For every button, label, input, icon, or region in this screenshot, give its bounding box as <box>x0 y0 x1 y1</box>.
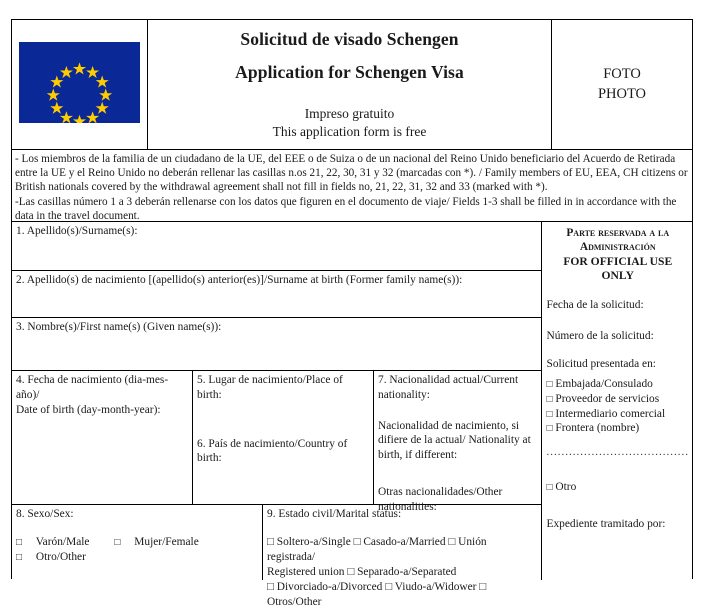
checkbox-icon: □ <box>16 536 23 548</box>
european-union-flag-icon <box>19 42 140 123</box>
checkbox-male[interactable] <box>16 536 100 548</box>
free-notice-es: Impreso gratuito <box>304 105 395 121</box>
checkbox-border-label: Frontera (nombre) <box>555 422 640 435</box>
field-4-date-of-birth[interactable] <box>12 371 193 504</box>
fields-5-6-cell <box>193 371 374 504</box>
form-header <box>12 20 692 150</box>
field-7-other-nationalities-label: Otras nacionalidades/Other nationalities: <box>378 486 503 513</box>
field-7-label-line-1: 7. Nacionalidad actual/Current <box>378 374 519 386</box>
checkbox-icon: □ <box>546 393 553 405</box>
notice-line-1: - Los miembros de la familia de un ciudadano de la UE, del EEE o de Suiza o de un nacional del Reino Unido beneficiario del Acuerdo de Retirada entre la UE y el Reino Unido no deberán rellenar las casillas n.os 21, 22, 30, 31 y 32 (marcadas con *). / Family members of EU, EEA, CH citizens or British nationals covered by the withdrawal agreement shall not fill in fields no, 21, 22, 31, 32 and 33 (marked with *). <box>15 153 688 194</box>
checkbox-commercial-intermediary-label: Intermediario comercial <box>555 407 666 420</box>
field-5-label: 5. Lugar de nacimiento/Place of birth: <box>197 374 343 401</box>
field-2-surname-at-birth[interactable] <box>12 271 541 318</box>
official-heading-en-line-1: FOR OFFICIAL USE <box>563 254 673 268</box>
official-heading-es-line-1: Parte reservada a la <box>566 227 670 239</box>
checkbox-male-label: Varón/Male <box>35 535 90 548</box>
file-handled-by-field[interactable] <box>547 517 690 532</box>
form-title-es: Solicitud de visado Schengen <box>240 29 459 49</box>
checkbox-icon: □ <box>546 378 553 390</box>
form-body <box>12 222 692 609</box>
form-title-en: Application for Schengen Visa <box>235 62 464 83</box>
notice-line-2: -Las casillas número 1 a 3 deberán rellenarse con los datos que figuren en el documento de viaje/ Fields 1-3 shall be filled in in accordance with the data in the travel document. <box>15 195 677 222</box>
fields-4-to-7-row <box>12 371 541 513</box>
application-number-field[interactable] <box>547 329 690 344</box>
field-8-options <box>16 535 259 565</box>
field-9-options[interactable] <box>267 535 538 610</box>
checkbox-service-provider-label: Proveedor de servicios <box>555 392 660 405</box>
flag-cell <box>12 20 148 149</box>
official-heading-es-line-2: Administración <box>579 241 656 254</box>
free-notice-en: This application form is free <box>272 123 427 139</box>
field-2-label: 2. Apellido(s) de nacimiento [(apellido(s) anterior(es)]/Surname at birth (Former family name(s)): <box>16 274 463 286</box>
field-1-surname[interactable] <box>12 222 541 271</box>
field-9-options-line-1: □ Soltero-a/Single □ Casado-a/Married □ Unión registrada/ <box>267 535 487 563</box>
field-1-label: 1. Apellido(s)/Surname(s): <box>16 225 138 237</box>
instructions-notice <box>12 150 692 222</box>
application-submitted-at-label: Solicitud presentada en: <box>546 357 656 370</box>
official-heading-en-line-2: ONLY <box>601 268 634 282</box>
checkbox-icon: □ <box>546 423 553 435</box>
checkbox-other[interactable] <box>547 480 690 495</box>
field-9-options-line-3: □ Divorciado-a/Divorced □ Viudo-a/Widower □ Otros/Other <box>267 580 487 609</box>
visa-application-form <box>11 19 693 609</box>
field-9-marital-status <box>263 505 541 609</box>
field-6-label: 6. País de nacimiento/Country of birth: <box>197 437 348 465</box>
photo-label-en: PHOTO <box>597 85 647 102</box>
checkbox-icon: □ <box>16 551 23 563</box>
field-4-label-line-1: 4. Fecha de nacimiento (dia-mes-año)/ <box>16 374 169 401</box>
checkbox-icon: □ <box>114 536 121 548</box>
field-9-options-line-2: Registered union □ Separado-a/Separated <box>267 565 457 578</box>
field-9-label: 9. Estado civil/Marital status: <box>267 508 402 520</box>
checkbox-other-sex-label: Otro/Other <box>35 550 86 563</box>
checkbox-service-provider[interactable] <box>547 392 690 407</box>
checkbox-female[interactable] <box>114 536 209 548</box>
field-3-first-names[interactable] <box>12 318 541 371</box>
checkbox-other-sex[interactable] <box>16 551 97 563</box>
field-3-label: 3. Nombre(s)/First name(s) (Given name(s)): <box>16 321 222 333</box>
title-cell <box>148 20 552 149</box>
checkbox-icon: □ <box>546 481 553 493</box>
photo-label-es: FOTO <box>603 65 641 82</box>
checkbox-embassy-consulate-label: Embajada/Consulado <box>555 377 653 390</box>
file-handled-by-label: Expediente tramitado por: <box>546 518 666 531</box>
checkbox-commercial-intermediary[interactable] <box>547 407 690 422</box>
field-8-sex <box>12 505 263 580</box>
field-7-nationality-at-birth-label: Nacionalidad de nacimiento, si difiere de la actual/ Nationality at birth, if different: <box>378 419 531 462</box>
field-8-label: 8. Sexo/Sex: <box>16 508 74 520</box>
fields-8-9-row <box>12 505 541 609</box>
checkbox-other-label: Otro <box>555 480 577 493</box>
official-use-column <box>542 222 693 580</box>
checkbox-border[interactable] <box>547 421 690 436</box>
field-7-label-line-2: nationality: <box>378 388 430 401</box>
submitted-at-options <box>547 377 690 436</box>
photo-cell <box>552 20 692 149</box>
application-date-label: Fecha de la solicitud: <box>546 299 644 312</box>
application-date-field[interactable] <box>547 298 690 313</box>
checkbox-embassy-consulate[interactable] <box>547 377 690 392</box>
checkbox-icon: □ <box>546 408 553 420</box>
field-7-nationality <box>374 371 541 513</box>
field-4-label-line-2: Date of birth (day-month-year): <box>16 403 161 416</box>
official-use-heading <box>547 226 690 283</box>
form-fields-column <box>12 222 542 609</box>
checkbox-female-label: Mujer/Female <box>134 535 199 548</box>
border-name-dotted-line[interactable]: ...................................... <box>546 446 689 459</box>
application-number-label: Número de la solicitud: <box>546 329 654 342</box>
